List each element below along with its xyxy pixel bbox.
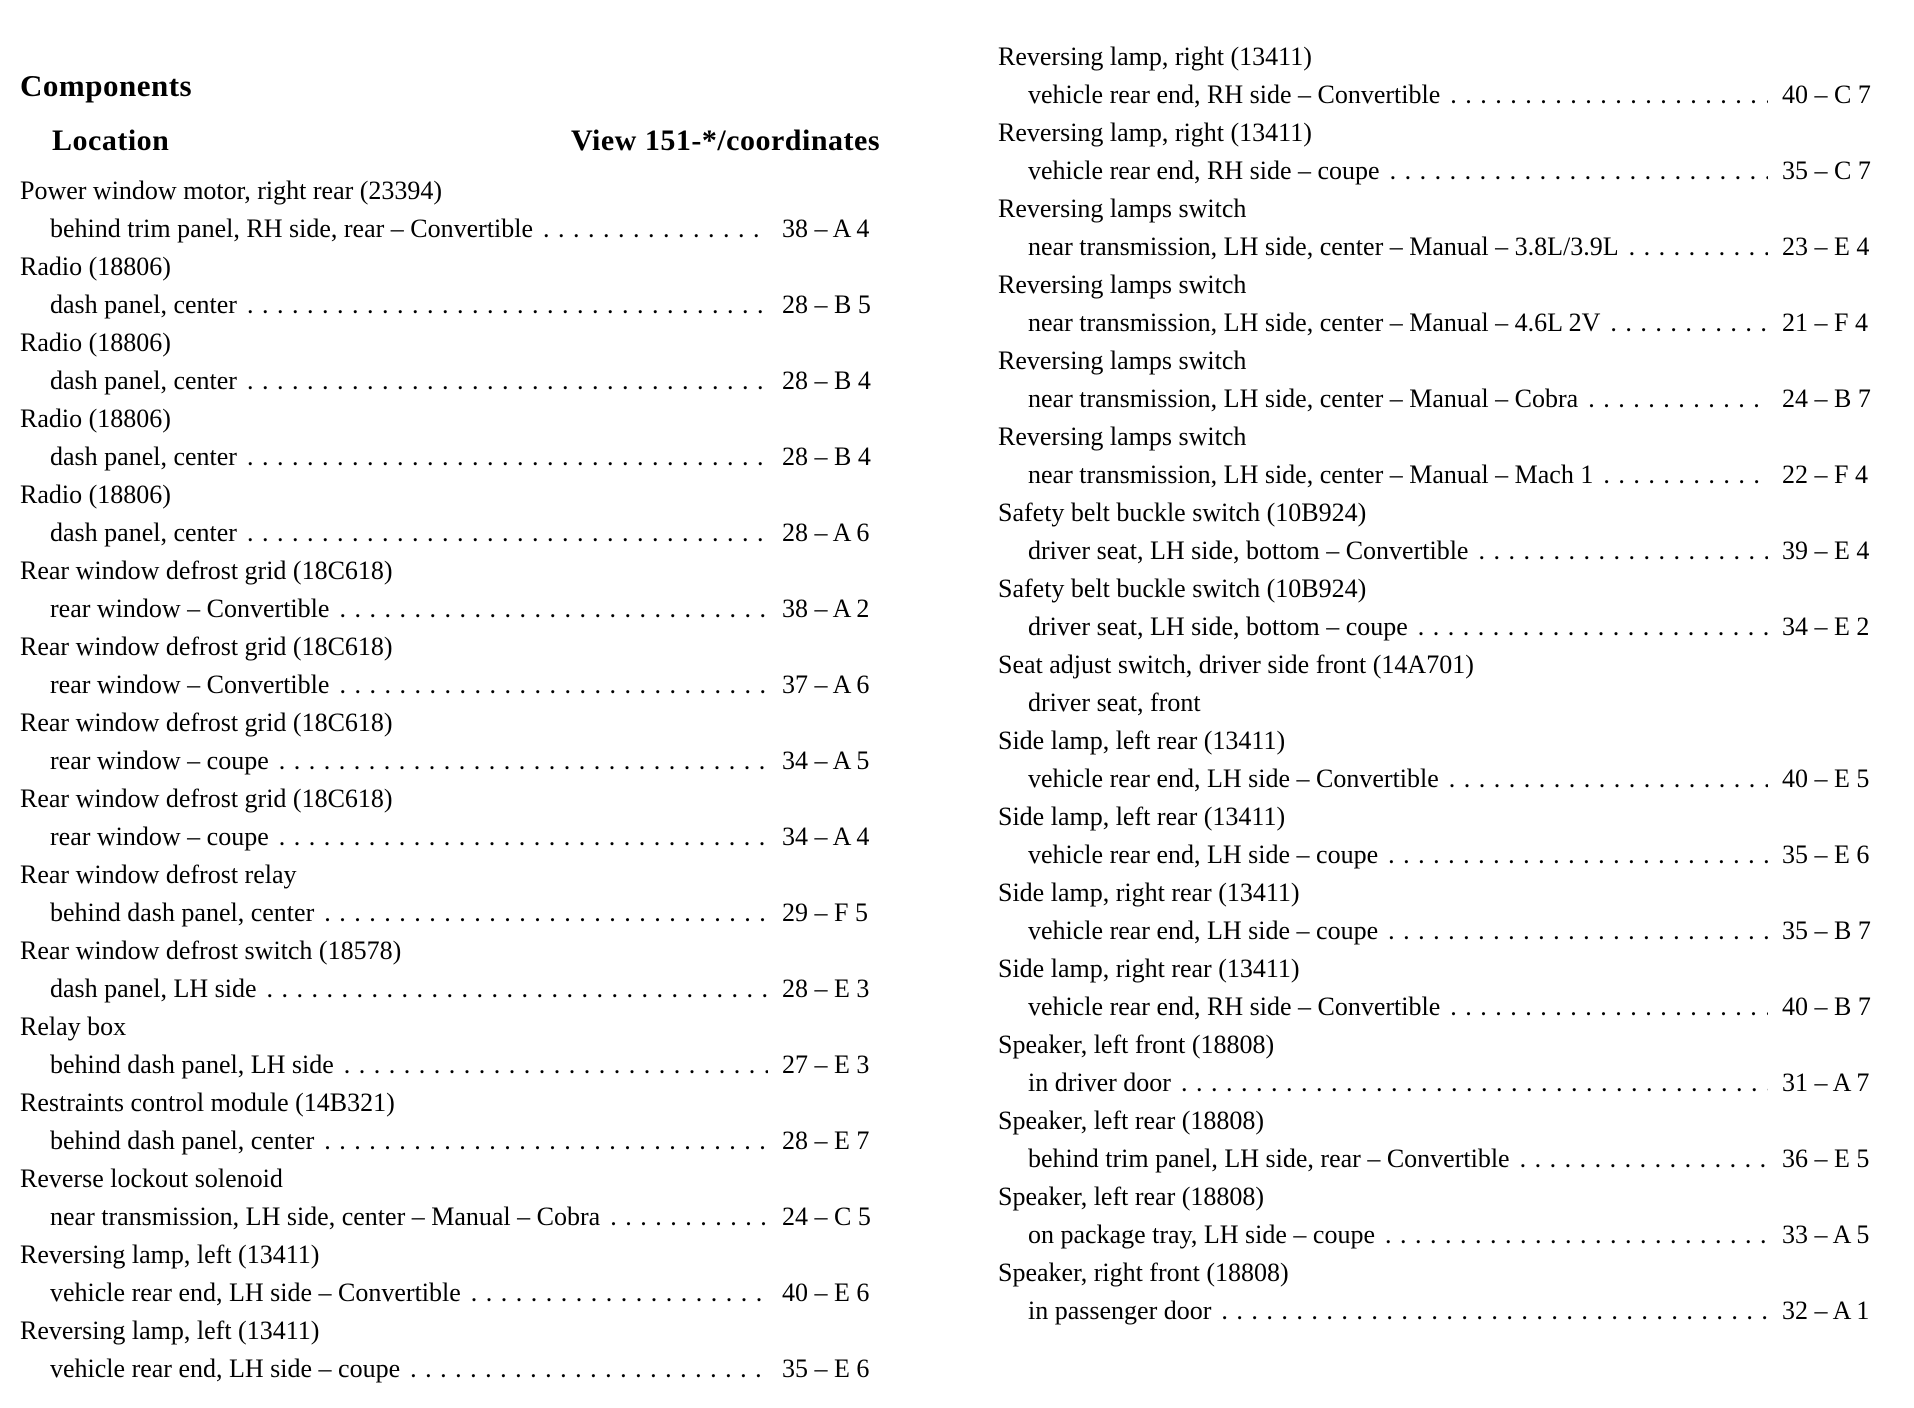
component-location-row <box>20 1274 882 1312</box>
dotted-leader <box>1378 912 1768 950</box>
component-coordinate: 22 – F 4 <box>1782 460 1868 489</box>
component-coordinate: 28 – B 4 <box>782 366 871 395</box>
dotted-leader <box>1211 1292 1768 1330</box>
component-coordinate: 37 – A 6 <box>782 670 870 699</box>
dotted-leader <box>1378 836 1768 874</box>
component-name: Speaker, left rear (18808) <box>998 1106 1265 1135</box>
component-location-row <box>20 818 882 856</box>
component-location: near transmission, LH side, center – Manual – Mach 1 <box>1028 460 1594 489</box>
component-name: Rear window defrost grid (18C618) <box>20 784 393 813</box>
dotted-leader <box>1380 152 1768 190</box>
component-location-row <box>998 1140 1882 1178</box>
component-name: Safety belt buckle switch (10B924) <box>998 574 1367 603</box>
dotted-leader <box>1440 76 1768 114</box>
component-name: Radio (18806) <box>20 252 171 281</box>
component-location: rear window – coupe <box>50 746 269 775</box>
dotted-leader <box>533 210 768 248</box>
component-name: Side lamp, right rear (13411) <box>998 878 1300 907</box>
component-location: dash panel, center <box>50 442 237 471</box>
component-location-row <box>20 210 882 248</box>
component-coordinate: 28 – E 3 <box>782 974 870 1003</box>
right-column-entries <box>998 38 1882 1330</box>
component-coordinate: 35 – E 6 <box>1782 840 1870 869</box>
component-location: behind trim panel, RH side, rear – Convertible <box>50 214 534 243</box>
component-name: Speaker, left rear (18808) <box>998 1182 1265 1211</box>
component-name: Reversing lamps switch <box>998 346 1247 375</box>
component-coordinate: 29 – F 5 <box>782 898 868 927</box>
column-headers-row <box>20 120 882 162</box>
dotted-leader <box>314 1122 768 1160</box>
dotted-leader <box>1375 1216 1768 1254</box>
component-coordinate: 34 – E 2 <box>1782 612 1870 641</box>
component-name: Side lamp, left rear (13411) <box>998 802 1286 831</box>
component-coordinate: 21 – F 4 <box>1782 308 1868 337</box>
component-location: behind dash panel, center <box>50 898 315 927</box>
component-location-row <box>998 304 1882 342</box>
right-column <box>998 38 1882 1388</box>
component-location: vehicle rear end, LH side – Convertible <box>50 1278 461 1307</box>
component-location: vehicle rear end, RH side – Convertible <box>1028 80 1441 109</box>
dotted-leader <box>237 286 768 324</box>
dotted-leader <box>269 742 768 780</box>
component-name: Rear window defrost grid (18C618) <box>20 708 393 737</box>
component-name: Side lamp, right rear (13411) <box>998 954 1300 983</box>
component-entry <box>998 266 1882 342</box>
dotted-leader <box>329 590 768 628</box>
location-column-header: Location <box>52 124 170 157</box>
component-entry <box>20 1008 882 1084</box>
component-coordinate: 27 – E 3 <box>782 1050 870 1079</box>
component-name: Reversing lamps switch <box>998 194 1247 223</box>
component-location: vehicle rear end, LH side – coupe <box>50 1354 401 1383</box>
dotted-leader <box>334 1046 768 1084</box>
component-coordinate: 38 – A 4 <box>782 214 870 243</box>
component-location: near transmission, LH side, center – Manual – Cobra <box>1028 384 1579 413</box>
component-location: dash panel, center <box>50 366 237 395</box>
component-entry <box>20 932 882 1008</box>
component-location: vehicle rear end, LH side – coupe <box>1028 916 1379 945</box>
component-location: near transmission, LH side, center – Manual – 4.6L 2V <box>1028 308 1601 337</box>
component-coordinate: 38 – A 2 <box>782 594 870 623</box>
page-title: Components <box>20 68 193 103</box>
component-location-row <box>998 1216 1882 1254</box>
component-location: in passenger door <box>1028 1296 1212 1325</box>
component-entry <box>20 856 882 932</box>
component-entry <box>998 1254 1882 1330</box>
component-location: dash panel, center <box>50 290 237 319</box>
component-name: Radio (18806) <box>20 480 171 509</box>
component-location: near transmission, LH side, center – Manual – 3.8L/3.9L <box>1028 232 1619 261</box>
component-location: driver seat, LH side, bottom – Convertible <box>1028 536 1469 565</box>
component-name: Relay box <box>20 1012 127 1041</box>
component-entry <box>998 570 1882 646</box>
component-coordinate: 36 – E 5 <box>1782 1144 1870 1173</box>
component-entry <box>20 628 882 704</box>
component-location-row <box>20 970 882 1008</box>
component-name: Speaker, left front (18808) <box>998 1030 1275 1059</box>
component-coordinate: 40 – B 7 <box>1782 992 1871 1021</box>
component-entry <box>998 494 1882 570</box>
component-entry <box>20 1084 882 1160</box>
component-coordinate: 35 – E 6 <box>782 1354 870 1383</box>
component-location-row <box>20 742 882 780</box>
component-coordinate: 28 – B 5 <box>782 290 871 319</box>
component-location: rear window – Convertible <box>50 670 330 699</box>
component-entry <box>20 552 882 628</box>
component-location-row <box>20 362 882 400</box>
component-location-row <box>998 760 1882 798</box>
dotted-leader <box>600 1198 768 1236</box>
component-location-row <box>998 912 1882 950</box>
component-location-row <box>20 286 882 324</box>
component-coordinate: 34 – A 5 <box>782 746 870 775</box>
component-location-row <box>998 608 1882 646</box>
component-entry <box>998 190 1882 266</box>
component-name: Reversing lamp, left (13411) <box>20 1240 320 1269</box>
component-location-row <box>20 1350 882 1388</box>
dotted-leader <box>1510 1140 1768 1178</box>
component-entry <box>998 874 1882 950</box>
component-location: vehicle rear end, LH side – Convertible <box>1028 764 1439 793</box>
component-location-row <box>998 988 1882 1026</box>
component-location-row <box>998 1064 1882 1102</box>
component-location-row <box>20 1198 882 1236</box>
component-location: rear window – Convertible <box>50 594 330 623</box>
component-location: behind dash panel, center <box>50 1126 315 1155</box>
component-coordinate: 35 – B 7 <box>1782 916 1871 945</box>
component-coordinate: 28 – E 7 <box>782 1126 870 1155</box>
component-coordinate: 28 – A 6 <box>782 518 870 547</box>
dotted-leader <box>257 970 768 1008</box>
component-location: dash panel, center <box>50 518 237 547</box>
component-coordinate: 39 – E 4 <box>1782 536 1870 565</box>
component-location: behind trim panel, LH side, rear – Convertible <box>1028 1144 1510 1173</box>
component-location-row <box>20 1046 882 1084</box>
component-name: Rear window defrost grid (18C618) <box>20 632 393 661</box>
component-location-row <box>998 532 1882 570</box>
component-entry <box>998 646 1882 722</box>
component-name: Reversing lamps switch <box>998 270 1247 299</box>
left-column <box>20 38 882 1388</box>
component-location-row <box>998 1292 1882 1330</box>
dotted-leader <box>1171 1064 1768 1102</box>
component-location-row <box>20 438 882 476</box>
component-name: Side lamp, left rear (13411) <box>998 726 1286 755</box>
dotted-leader <box>314 894 768 932</box>
component-coordinate: 24 – C 5 <box>782 1202 871 1231</box>
component-coordinate: 28 – B 4 <box>782 442 871 471</box>
component-entry <box>998 722 1882 798</box>
component-name: Safety belt buckle switch (10B924) <box>998 498 1367 527</box>
component-location-row <box>20 590 882 628</box>
component-name: Rear window defrost switch (18578) <box>20 936 402 965</box>
component-entry <box>998 950 1882 1026</box>
component-name: Rear window defrost relay <box>20 860 297 889</box>
component-entry <box>20 1236 882 1312</box>
component-location-row <box>998 456 1882 494</box>
component-location: near transmission, LH side, center – Manual – Cobra <box>50 1202 601 1231</box>
dotted-leader <box>1600 304 1768 342</box>
component-name: Reversing lamp, right (13411) <box>998 118 1312 147</box>
dotted-leader <box>1408 608 1768 646</box>
view-coordinates-column-header: View 151-*/coordinates <box>570 124 880 157</box>
component-coordinate: 32 – A 1 <box>1782 1296 1870 1325</box>
component-coordinate: 40 – E 5 <box>1782 764 1870 793</box>
component-location: vehicle rear end, RH side – Convertible <box>1028 992 1441 1021</box>
left-column-entries <box>20 172 882 1388</box>
component-name: Radio (18806) <box>20 328 171 357</box>
component-entry <box>20 704 882 780</box>
component-name: Reverse lockout solenoid <box>20 1164 283 1193</box>
component-location: dash panel, LH side <box>50 974 257 1003</box>
component-name: Radio (18806) <box>20 404 171 433</box>
component-name: Speaker, right front (18808) <box>998 1258 1289 1287</box>
dotted-leader <box>1440 988 1768 1026</box>
component-location-row <box>998 684 1882 722</box>
dotted-leader <box>1619 228 1768 266</box>
component-entry <box>20 172 882 248</box>
component-name: Seat adjust switch, driver side front (14A701) <box>998 650 1474 679</box>
component-coordinate: 33 – A 5 <box>1782 1220 1870 1249</box>
component-location: vehicle rear end, LH side – coupe <box>1028 840 1379 869</box>
dotted-leader <box>237 362 768 400</box>
component-location-row <box>20 666 882 704</box>
component-location-row <box>998 152 1882 190</box>
component-entry <box>998 342 1882 418</box>
component-location-row <box>20 894 882 932</box>
dotted-leader <box>237 514 768 552</box>
dotted-leader <box>461 1274 768 1312</box>
component-location-row <box>20 514 882 552</box>
component-entry <box>998 38 1882 114</box>
dotted-leader <box>1593 456 1768 494</box>
component-entry <box>20 400 882 476</box>
dotted-leader <box>1578 380 1768 418</box>
dotted-leader <box>237 438 768 476</box>
component-coordinate: 31 – A 7 <box>1782 1068 1870 1097</box>
component-entry <box>20 780 882 856</box>
component-location-row <box>998 836 1882 874</box>
component-location-row <box>998 380 1882 418</box>
component-coordinate: 35 – C 7 <box>1782 156 1871 185</box>
component-name: Restraints control module (14B321) <box>20 1088 395 1117</box>
component-location: driver seat, front <box>1028 688 1201 717</box>
component-entry <box>998 1102 1882 1178</box>
dotted-leader <box>400 1350 768 1388</box>
component-entry <box>20 324 882 400</box>
component-location: in driver door <box>1028 1068 1171 1097</box>
component-coordinate: 23 – E 4 <box>1782 232 1870 261</box>
dotted-leader <box>269 818 768 856</box>
component-location: on package tray, LH side – coupe <box>1028 1220 1376 1249</box>
component-coordinate: 24 – B 7 <box>1782 384 1871 413</box>
component-entry <box>998 114 1882 190</box>
component-name: Rear window defrost grid (18C618) <box>20 556 393 585</box>
dotted-leader <box>1468 532 1768 570</box>
dotted-leader <box>329 666 768 704</box>
component-location: behind dash panel, LH side <box>50 1050 334 1079</box>
component-coordinate: 34 – A 4 <box>782 822 870 851</box>
component-location-row <box>998 228 1882 266</box>
component-location-row <box>20 1122 882 1160</box>
component-entry <box>20 476 882 552</box>
component-entry <box>998 1178 1882 1254</box>
component-coordinate: 40 – E 6 <box>782 1278 870 1307</box>
dotted-leader <box>1439 760 1768 798</box>
component-name: Power window motor, right rear (23394) <box>20 176 443 205</box>
component-name: Reversing lamp, right (13411) <box>998 42 1312 71</box>
component-entry <box>20 1160 882 1236</box>
component-entry <box>998 1026 1882 1102</box>
component-location-row <box>998 76 1882 114</box>
component-location: driver seat, LH side, bottom – coupe <box>1028 612 1408 641</box>
component-name: Reversing lamps switch <box>998 422 1247 451</box>
component-location: vehicle rear end, RH side – coupe <box>1028 156 1380 185</box>
component-entry <box>20 1312 882 1388</box>
component-coordinate: 40 – C 7 <box>1782 80 1871 109</box>
component-entry <box>998 418 1882 494</box>
component-location: rear window – coupe <box>50 822 269 851</box>
component-entry <box>20 248 882 324</box>
component-name: Reversing lamp, left (13411) <box>20 1316 320 1345</box>
component-entry <box>998 798 1882 874</box>
